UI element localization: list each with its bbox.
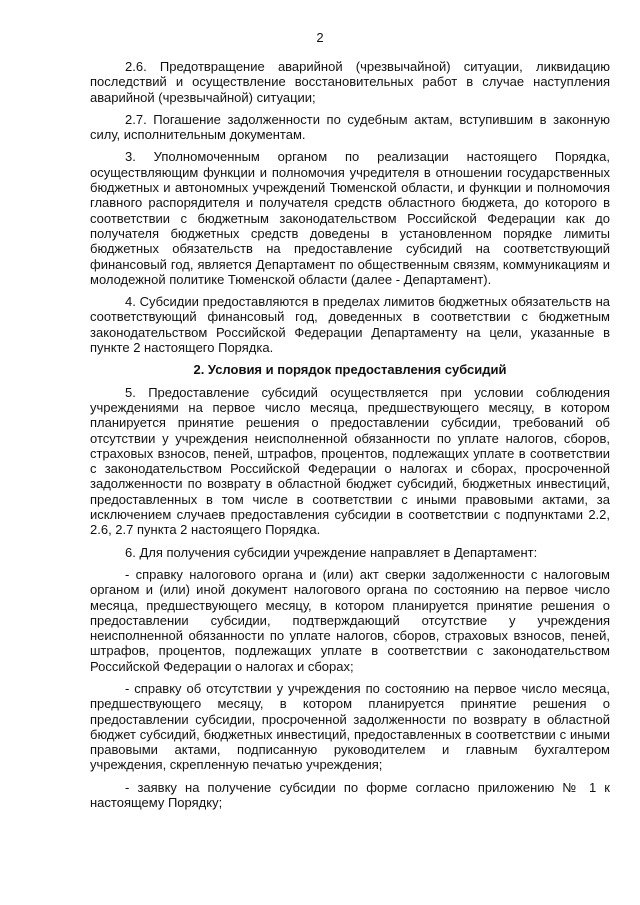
- paragraph-6: 6. Для получения субсидии учреждение направляет в Департамент:: [125, 544, 538, 560]
- paragraph-2-6: 2.6. Предотвращение аварийной (чрезвычайной) ситуации, ликвидацию последствий и осуществление восстановительных работ в случае наступления аварийной (чрезвычайной) ситуации;: [90, 59, 610, 105]
- paragraph-3: 3. Уполномоченным органом по реализации настоящего Порядка, осуществляющим функции и полномочия учредителя в отношении государственных бюджетных и автономных учреждений Тюменской области, и функции и полномочия главного распорядителя и получателя средств областного бюджета, до которого в соответствии с бюджетным законодательством Российской Федерации как до получателя бюджетных средств доведены в установленном порядке лимиты бюджетных обязательств на предоставление субсидий на соответствующий финансовый год, является Департамент по общественным связям, коммуникациям и молодежной политике Тюменской области (далее - Департамент).: [90, 149, 610, 287]
- paragraph-2-7: 2.7. Погашение задолженности по судебным актам, вступившим в законную силу, исполнительным документам.: [90, 111, 610, 143]
- paragraph-5: 5. Предоставление субсидий осуществляется при условии соблюдения учреждениями на первое число месяца, предшествующего месяцу, в котором планируется принятие решения о предоставлении субсидии, требований об отсутствии у учреждения неисполненной обязанности по уплате налогов, сборов, страховых взносов, пеней, штрафов, процентов, подлежащих уплате в соответствии с законодательством Российской Федерации о налогах и сборах, просроченной задолженности по возврату в областной бюджет субсидий, бюджетных инвестиций, предоставленных в том числе в соответствии с иными правовыми актами, за исключением случаев предоставления субсидии в соответствии с подпунктами 2.2, 2.6, 2.7 пункта 2 настоящего Порядка.: [90, 384, 610, 538]
- section-heading: 2. Условия и порядок предоставления субсидий: [193, 362, 507, 378]
- list-item-debt-certificate: - справку об отсутствии у учреждения по состоянию на первое число месяца, предшествующего месяцу, в котором планируется принятие решения о предоставлении субсидии, просроченной задолженности по возврату в областной бюджет субсидий, бюджетных инвестиций, предоставленных в соответствии с иными правовыми актами, подписанную руководителем и главным бухгалтером учреждения, скрепленную печатью учреждения;: [90, 680, 610, 773]
- page-number: 2: [316, 30, 324, 45]
- paragraph-4: 4. Субсидии предоставляются в пределах лимитов бюджетных обязательств на соответствующий финансовый год, доведенных в соответствии с бюджетным законодательством Российской Федерации Департаменту на цели, указанные в пункте 2 настоящего Порядка.: [90, 294, 610, 356]
- document-body: [90, 59, 610, 817]
- list-item-application: - заявку на получение субсидии по форме согласно приложению № 1 к настоящему Порядку;: [90, 779, 610, 811]
- list-item-tax-certificate: - справку налогового органа и (или) акт сверки задолженности с налоговым органом и (или) иной документ налогового органа по состоянию на первое число месяца, предшествующего месяцу, в котором планируется принятие решения о предоставлении субсидии, подтверждающий отсутствие у учреждения неисполненной обязанности по уплате налогов, сборов, страховых взносов, пеней, штрафов, процентов, подлежащих уплате в соответствии с законодательством Российской Федерации о налогах и сборах;: [90, 566, 610, 674]
